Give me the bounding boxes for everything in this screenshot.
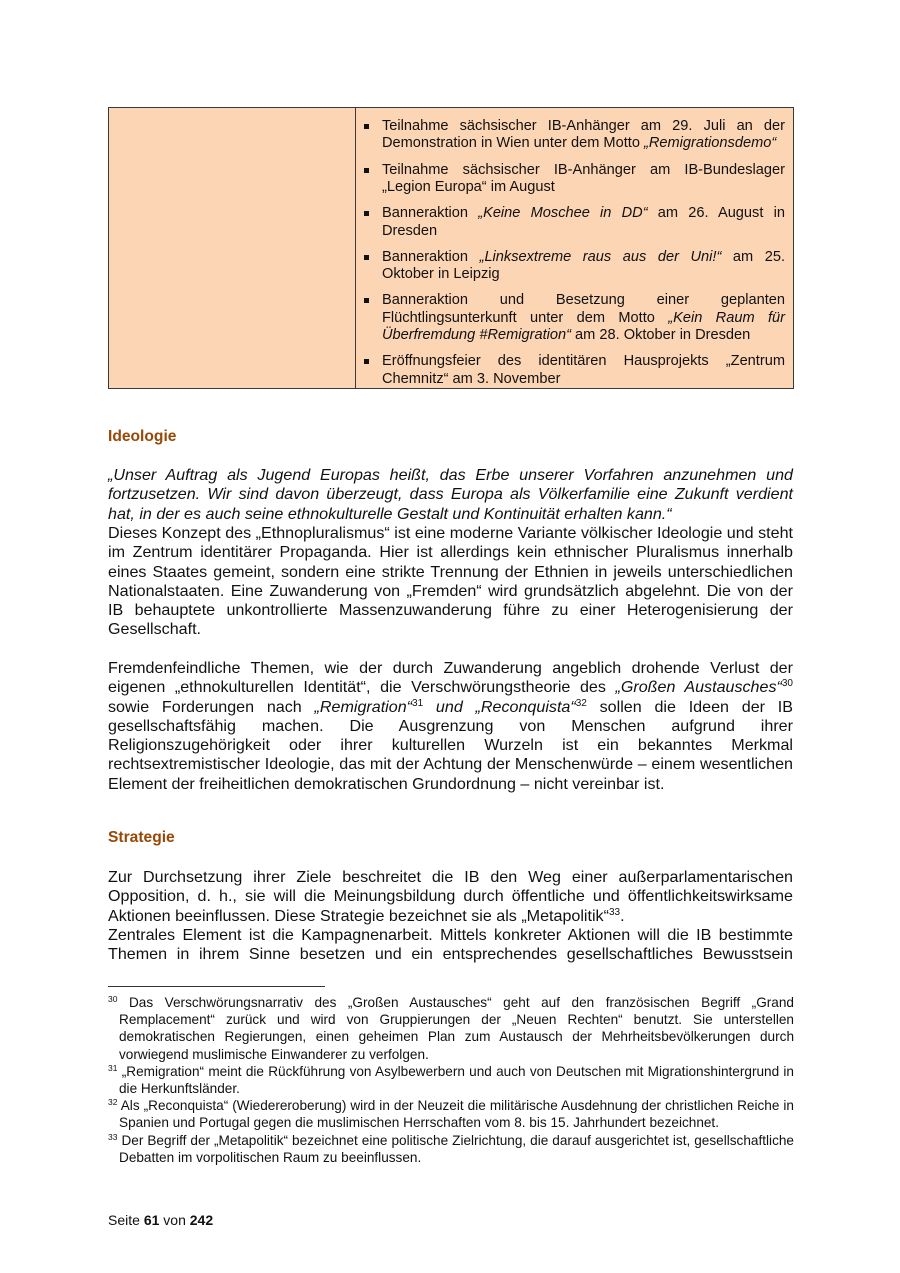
footnote-31: $^{31}$ „Remigration“ meint die Rückführung von Asylbewerbern und auch von Deutschen mit Migrationshintergrund in die Herkunftsländer. (108, 1062, 794, 1097)
events-table (108, 107, 794, 389)
footnote-ref-31[interactable]: 31 (412, 697, 424, 709)
footnote-33: $^{33}$ Der Begriff der „Metapolitik“ bezeichnet eine politische Zielrichtung, die darauf ausgerichtet ist, gesellschaftliche Debatten im vorpolitischen Raum zu beeinflussen. (108, 1131, 794, 1165)
bullet-icon (364, 255, 369, 260)
paragraph-strategy: Zur Durchsetzung ihrer Ziele beschreitet die IB den Weg einer außerparlamentarischen Opposition, d. h., sie will die Meinungsbildung durch öffentliche und öffentlichkeitswirksame Aktionen beeinflussen. Diese Strategie bezeichnet sie als „Metapolitik“$^{33}$. (108, 868, 793, 925)
footnotes (108, 994, 794, 1166)
footnote-32: $^{32}$ Als „Reconquista“ (Wiedereroberung) wird in der Neuzeit die militärische Ausdehnung der christlichen Reiche in Spanien und Portugal gegen die muslimischen Herrschaften vom 8. bis 15. Jahrhundert bezeichnet. (108, 1097, 794, 1131)
list-item: Banneraktion „Linksextreme raus aus der Uni!“ am 25. Oktober in Leipzig (364, 249, 785, 284)
list-item: Teilnahme sächsischer IB-Anhänger am IB-Bundeslager „Legion Europa“ im August (364, 162, 785, 197)
footnote-ref-32[interactable]: 32 (575, 697, 587, 709)
paragraph-campaign: Zentrales Element ist die Kampagnenarbeit. Mittels konkreter Aktionen will die IB bestimmte Themen in ihrem Sinne besetzen und ein entsprechendes gesellschaftliches Bewusstsein (108, 926, 793, 964)
paragraph-themes: Fremdenfeindliche Themen, wie der durch Zuwanderung angeblich drohende Verlust der eigenen „ethnokulturellen Identität“, die Verschwörungstheorie des „Großen Austausches“$^{30}$ sowie Forderungen nach „Remigration“$^{31}$ und „Reconquista“$^{32}$ sollen die Ideen der IB gesellschaftsfähig machen. Die Ausgrenzung von Menschen aufgrund ihrer Religionszugehörigkeit oder ihrer kulturellen Wurzeln ist ein bekanntes Merkmal rechtsextremistischer Ideologie, das mit der Achtung der Menschenwürde – einem wesentlichen Element der freiheitlichen demokratischen Grundordnung – nicht vereinbar ist. (108, 659, 793, 793)
bullet-icon (364, 359, 369, 364)
footnote-30: $^{30}$ Das Verschwörungsnarrativ des „Großen Austausches“ geht auf den französischen Begriff „Grand Remplacement“ zurück und wird von Gruppierungen der „Neuen Rechten“ benutzt. Sie unterstellen demokratischen Regierungen, einen geheimen Plan zum Austausch der Mehrheitsbevölkerungen durch vorwiegend muslimische Einwanderer zu verfolgen. (108, 994, 794, 1062)
section-heading-strategie: Strategie (108, 829, 175, 846)
table-left-cell (109, 108, 356, 388)
event-list (364, 118, 785, 388)
footnote-ref-33[interactable]: 33 (608, 906, 621, 918)
footnote-ref-30[interactable]: 30 (781, 678, 793, 690)
section-heading-ideologie: Ideologie (108, 428, 177, 445)
footnote-divider (108, 986, 325, 987)
bullet-icon (364, 298, 369, 303)
list-item: Teilnahme sächsischer IB-Anhänger am 29. Juli an der Demonstration in Wien unter dem Motto „Remigrationsdemo“ (364, 118, 785, 153)
bullet-icon (364, 124, 369, 129)
list-item: Banneraktion und Besetzung einer geplanten Flüchtlingsunterkunft unter dem Motto „Kein Raum für Überfremdung #Remigration“ am 28. Oktober in Dresden (364, 292, 785, 344)
bullet-icon (364, 211, 369, 216)
bullet-icon (364, 168, 369, 173)
paragraph-ethnopluralism: Dieses Konzept des „Ethnopluralismus“ ist eine moderne Variante völkischer Ideologie und steht im Zentrum identitärer Propaganda. Hier ist allerdings kein ethnischer Pluralismus innerhalb eines Staates gemeint, sondern eine strikte Trennung der Ethnien in jeweils unterschiedlichen Nationalstaaten. Eine Zuwanderung von „Fremden“ wird grundsätzlich abgelehnt. Die von der IB behauptete unkontrollierte Massenzuwanderung führe zu einer Heterogenisierung der Gesellschaft. (108, 524, 793, 639)
ideology-quote: „Unser Auftrag als Jugend Europas heißt, das Erbe unserer Vorfahren anzunehmen und fortzusetzen. Wir sind davon überzeugt, dass Europa als Völkerfamilie eine Zukunft verdient hat, in der es auch seine ethnokulturelle Gestalt und Kontinuität erhalten kann.“ (108, 466, 793, 523)
table-right-cell (356, 108, 793, 388)
page-number: Seite 61 von 242 (108, 1212, 214, 1228)
list-item: Banneraktion „Keine Moschee in DD“ am 26. August in Dresden (364, 205, 785, 240)
list-item: Eröffnungsfeier des identitären Hausprojekts „Zentrum Chemnitz“ am 3. November (364, 353, 785, 388)
